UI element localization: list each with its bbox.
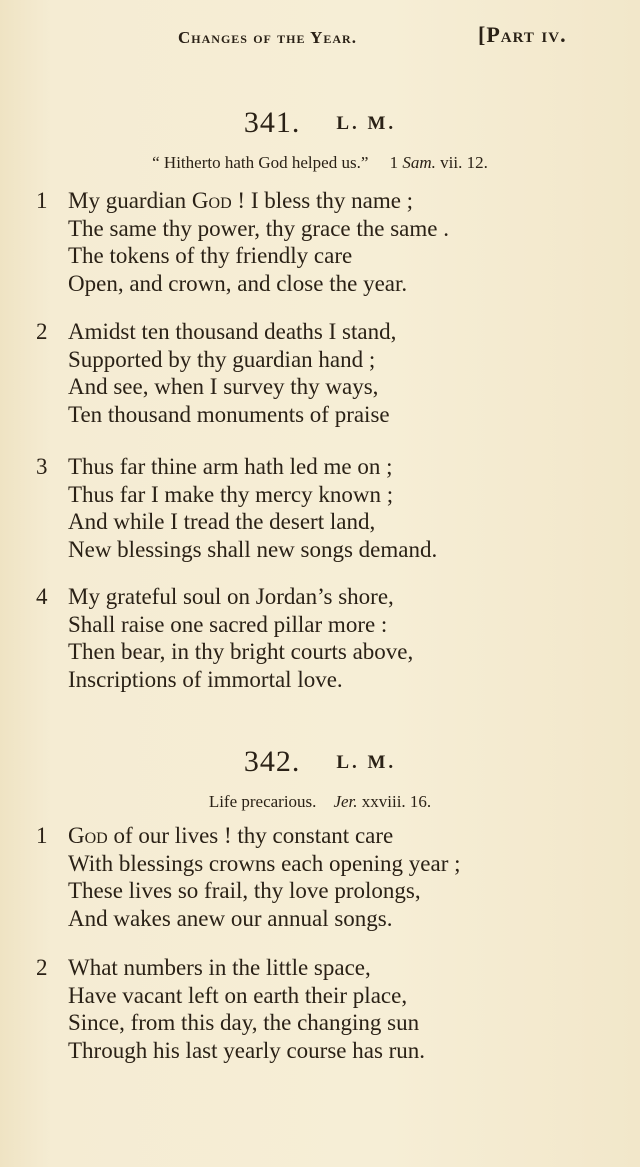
stanza-line: Ten thousand monuments of praise <box>68 401 390 427</box>
hymn-341-epigraph <box>0 153 640 173</box>
epigraph-text: Life precarious. <box>208 792 317 811</box>
stanza-number: 3 <box>36 454 48 479</box>
stanza-line: Thus far I make thy mercy known ; <box>68 481 394 507</box>
stanza-line: Amidst ten thousand deaths I stand, <box>68 319 397 344</box>
part-label: [Part iv. <box>478 22 567 47</box>
stanza-line: Inscriptions of immortal love. <box>68 666 343 692</box>
hymn-number: 342. <box>243 745 301 778</box>
stanza-line: My grateful soul on Jordan’s shore, <box>68 584 394 609</box>
hymn-meter: L. M. <box>336 113 397 134</box>
stanza-number: 1 <box>36 823 48 848</box>
divine-name: God <box>191 188 232 213</box>
divine-name: God <box>68 823 108 848</box>
line-text: ! I bless thy name ; <box>237 188 414 213</box>
stanza <box>36 583 413 693</box>
stanza-line: And wakes anew our annual songs. <box>68 905 393 931</box>
stanza-line: Since, from this day, the changing sun <box>68 1010 420 1035</box>
stanza-line: And see, when I survey thy ways, <box>68 374 379 399</box>
epigraph-ref-book: 1 <box>389 153 399 172</box>
stanza-line: Through his last yearly course has run. <box>68 1037 426 1063</box>
stanza-line: Have vacant left on earth their place, <box>68 982 408 1008</box>
hymn-meter: L. M. <box>336 752 397 773</box>
stanza-line: The same thy power, thy grace the same . <box>68 215 449 241</box>
stanza-number: 4 <box>36 584 48 609</box>
stanza <box>36 453 437 563</box>
stanza <box>36 822 461 932</box>
hymn-341-title <box>0 106 640 140</box>
stanza-number: 2 <box>36 319 48 344</box>
hymn-342-title <box>0 745 640 779</box>
stanza-line: With blessings crowns each opening year ; <box>68 850 461 876</box>
epigraph-ref-rest: vii. 12. <box>440 153 488 172</box>
stanza-line: Supported by thy guardian hand ; <box>68 346 376 372</box>
stanza-line <box>36 187 449 215</box>
first-word: My <box>68 188 100 213</box>
stanza <box>36 954 425 1064</box>
stanza-line: Then bear, in thy bright courts above, <box>68 639 414 664</box>
stanza-line: Open, and crown, and close the year. <box>68 270 408 296</box>
stanza <box>36 187 449 297</box>
running-title: Changes of the Year. <box>178 28 357 47</box>
stanza-line: The tokens of thy friendly care <box>68 243 353 268</box>
epigraph-ref-rest: xxviii. 16. <box>361 792 432 811</box>
stanza-line: These lives so frail, thy love prolongs, <box>68 878 421 903</box>
stanza-number: 2 <box>36 955 48 980</box>
stanza-line: Thus far thine arm hath led me on ; <box>68 454 393 479</box>
line-text: of our lives ! thy constant care <box>107 823 394 848</box>
stanza-line: What numbers in the little space, <box>68 955 371 980</box>
line-text: guardian <box>99 188 192 213</box>
stanza-line: New blessings shall new songs demand. <box>68 536 438 562</box>
stanza-line <box>36 822 461 850</box>
stanza-number: 1 <box>36 188 48 213</box>
stanza-line: Shall raise one sacred pillar more : <box>68 611 388 637</box>
epigraph-ref-italic: Jer. <box>333 792 358 811</box>
hymn-342-epigraph <box>0 792 640 812</box>
epigraph-ref-italic: Sam. <box>402 153 436 172</box>
epigraph-text: “ Hitherto hath God helped us.” <box>152 153 369 172</box>
stanza <box>36 318 396 428</box>
hymn-number: 341. <box>243 106 301 139</box>
stanza-line: And while I tread the desert land, <box>68 509 376 534</box>
